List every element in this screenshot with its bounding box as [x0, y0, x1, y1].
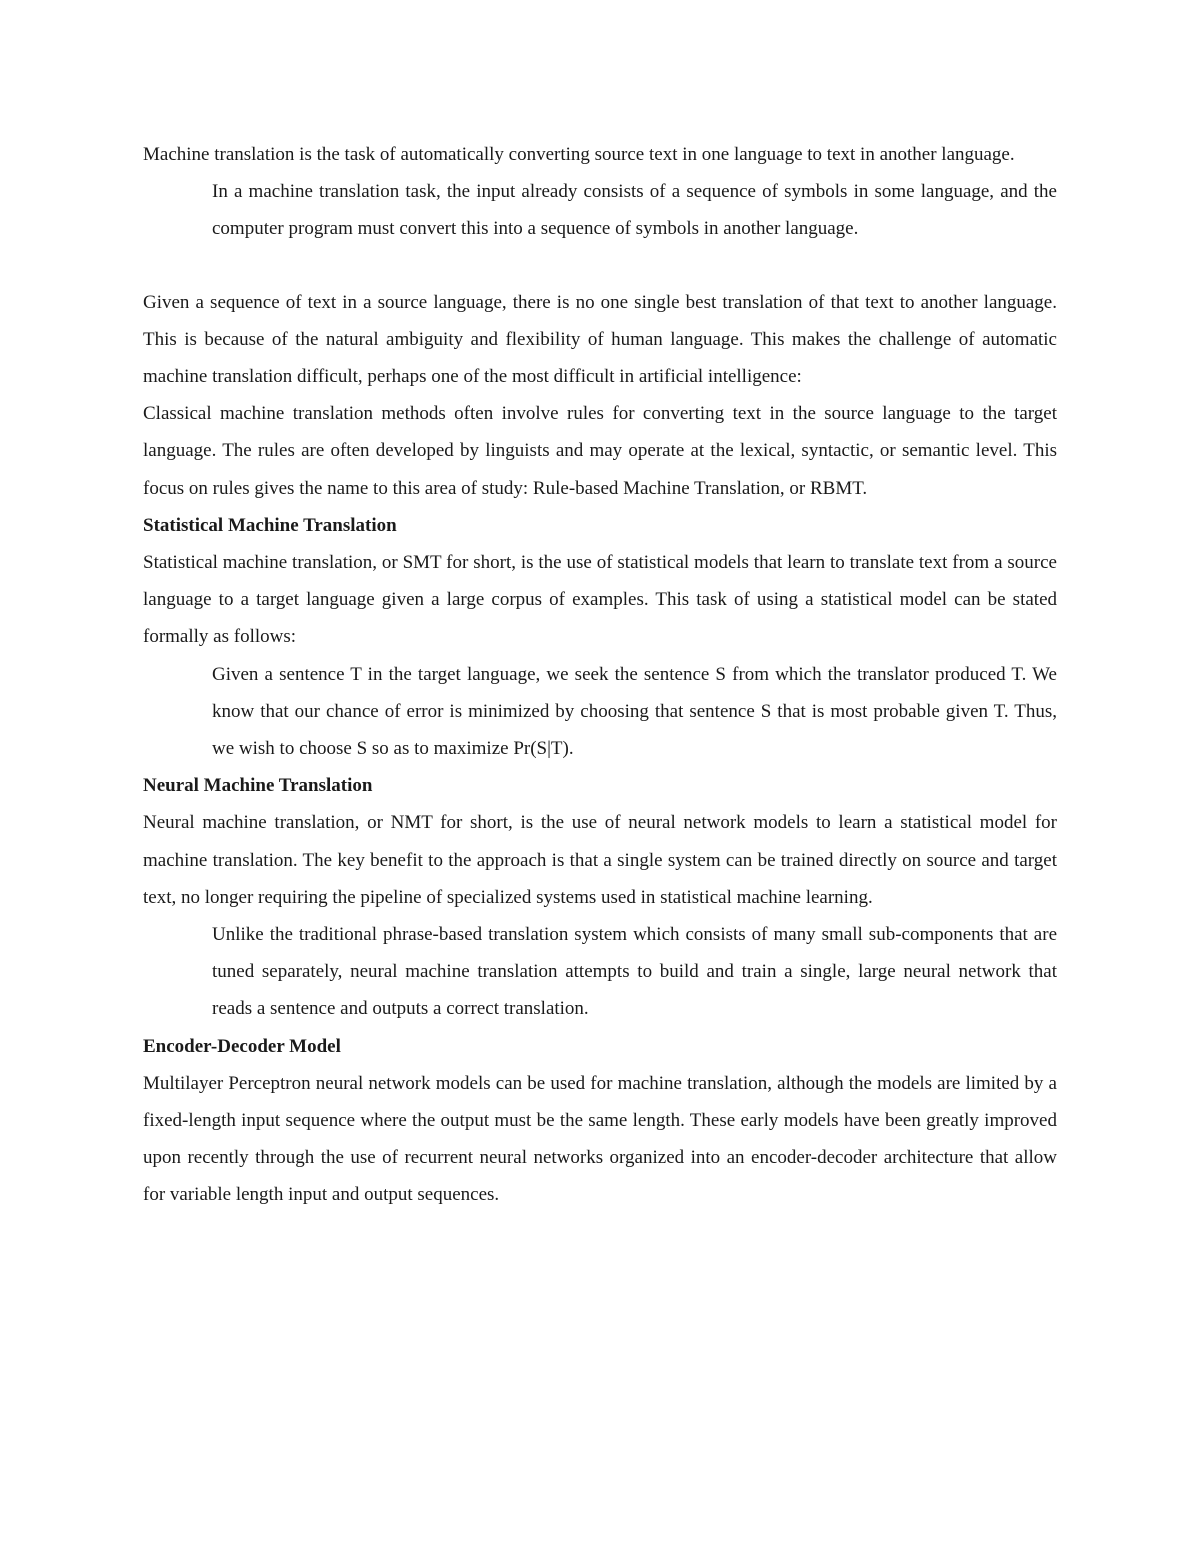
encoder-decoder-paragraph: Multilayer Perceptron neural network models can be used for machine translation, although the models are limited by a fixed-length input sequence where the output must be the same length. These early models have been greatly improved upon recently through the use of recurrent neural networks organized into an encoder-decoder architecture that allow for variable length input and output sequences.: [143, 1072, 1057, 1206]
ambiguity-paragraph: Given a sequence of text in a source language, there is no one single best translation of that text to another language. This is because of the natural ambiguity and flexibility of human language. This makes the challenge of automatic machine translation difficult, perhaps one of the most difficult in artificial intelligence:: [143, 291, 1057, 388]
intro-paragraph: Machine translation is the task of automatically converting source text in one language to text in another language.: [143, 144, 1015, 165]
nmt-paragraph: Neural machine translation, or NMT for short, is the use of neural network models to learn a statistical model for machine translation. The key benefit to the approach is that a single system can be trained directly on source and target text, no longer requiring the pipeline of specialized systems used in statistical machine learning.: [143, 812, 1057, 908]
encoder-decoder-heading: Encoder-Decoder Model: [143, 1035, 341, 1057]
nmt-heading: Neural Machine Translation: [143, 775, 373, 797]
paragraph-gap: [143, 248, 1057, 284]
smt-paragraph: Statistical machine translation, or SMT for short, is the use of statistical models that learn to translate text from a source language to a target language given a large corpus of examples. This task of using a statistical model can be stated formally as follows:: [143, 552, 1057, 648]
intro-quote: In a machine translation task, the input already consists of a sequence of symbols in some language, and the computer program must convert this into a sequence of symbols in another language.: [212, 181, 1057, 240]
smt-quote: Given a sentence T in the target language, we seek the sentence S from which the translator produced T. We know that our chance of error is minimized by choosing that sentence S that is most probable given T. Thus, we wish to choose S so as to maximize Pr(S|T).: [212, 663, 1057, 760]
smt-heading: Statistical Machine Translation: [143, 514, 397, 536]
rbmt-paragraph: Classical machine translation methods often involve rules for converting text in the source language to the target language. The rules are often developed by linguists and may operate at the lexical, syntactic, or semantic level. This focus on rules gives the name to this area of study: Rule-based Machine Translation, or RBMT.: [143, 403, 1057, 499]
document-page: [143, 136, 1057, 1214]
nmt-quote: Unlike the traditional phrase-based translation system which consists of many small sub-components that are tuned separately, neural machine translation attempts to build and train a single, large neural network that reads a sentence and outputs a correct translation.: [212, 924, 1057, 1020]
